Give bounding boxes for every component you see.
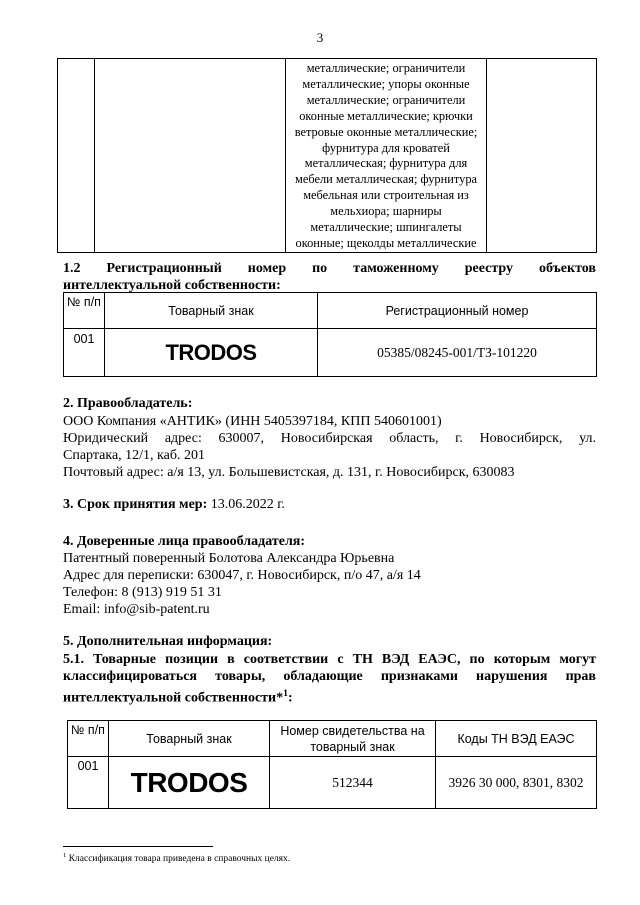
section-5-title: 5. Дополнительная информация: [63, 634, 273, 649]
goods-line: металлическая; фурнитура для [304, 156, 468, 171]
goods-line: мебели металлическая; фурнитура [294, 172, 478, 187]
section-4-title: 4. Доверенные лица правообладателя: [63, 534, 306, 549]
rightholder-name: ООО Компания «АНТИК» (ИНН 5405397184, КПП 540601001) [63, 414, 442, 429]
trodos-logo: TRODOS [165, 339, 257, 365]
goods-line: металлические; ограничители [306, 92, 466, 107]
section-3-value: 13.06.2022 г. [207, 497, 285, 512]
header-mark-2: Товарный знак [109, 721, 270, 757]
goods-line: металлические; упоры оконные [302, 76, 470, 91]
header-cert: Номер свидетельства на товарный знак [270, 721, 436, 757]
goods-line: ветровые оконные металлические; [294, 124, 478, 139]
section-2-body [63, 413, 596, 481]
header-codes: Коды ТН ВЭД ЕАЭС [436, 721, 597, 757]
section-2-title: 2. Правообладатель: [63, 396, 193, 411]
section-1-2-line2: интеллектуальной собственности: [63, 278, 281, 293]
section-5-1-line3: интеллектуальной собственности*$^1$: [63, 688, 293, 706]
reg-number-cell: 05385/08245-001/ТЗ-101220 [318, 329, 597, 377]
section-5-1 [63, 651, 596, 707]
registration-table [63, 292, 597, 377]
section-3-label: 3. Срок принятия мер: [63, 497, 208, 512]
trademark-cell [105, 329, 318, 377]
section-1-2-line1: 1.2 Регистрационный номер по таможенному реестру объектов [63, 261, 596, 276]
attorney-address: Адрес для переписки: 630047, г. Новосибирск, п/о 47, а/я 14 [63, 568, 421, 583]
header-reg: Регистрационный номер [318, 293, 597, 329]
goods-line: мебельная или строительная из [303, 188, 469, 203]
footnote-divider [63, 846, 213, 847]
legal-address-line1: Юридический адрес: 630007, Новосибирская область, г. Новосибирск, ул. [63, 431, 596, 446]
trademark-cell-2 [109, 757, 270, 809]
continuation-table [57, 58, 597, 253]
goods-line: оконные; щеколды металлические [295, 235, 477, 250]
cert-number-cell: 512344 [270, 757, 436, 809]
footnote-ref: 1 [283, 688, 289, 699]
postal-address: Почтовый адрес: а/я 13, ул. Большевистская, д. 131, г. Новосибирск, 630083 [63, 465, 515, 480]
goods-line: металлические; шпингалеты [310, 220, 462, 235]
goods-line: металлические; ограничители [306, 61, 466, 75]
goods-list-cell [286, 59, 487, 253]
attorney-name: Патентный поверенный Болотова Александра Юрьевна [63, 551, 395, 566]
hs-codes-cell: 3926 30 000, 8301, 8302 [436, 757, 597, 809]
goods-line: оконные металлические; крючки [299, 108, 473, 123]
row-num-2: 001 [68, 757, 109, 809]
section-4-body [63, 550, 596, 618]
row-num: 001 [64, 329, 105, 377]
attorney-email: Email: info@sib-patent.ru [63, 602, 210, 617]
legal-address-line2: Спартака, 12/1, каб. 201 [63, 448, 205, 463]
goods-line: мельхиора; шарниры [330, 204, 442, 219]
header-num: № п/п [64, 293, 105, 329]
hs-codes-table [67, 720, 597, 809]
attorney-phone: Телефон: 8 (913) 919 51 31 [63, 585, 222, 600]
num-cell-empty [58, 59, 95, 253]
section-3 [63, 496, 596, 513]
page-number: 3 [316, 30, 324, 45]
header-mark: Товарный знак [105, 293, 318, 329]
goods-line: фурнитура для кроватей [322, 140, 450, 155]
header-num-2: № п/п [68, 721, 109, 757]
extra-cell-empty [487, 59, 597, 253]
section-5-1-line2: классифицироваться товары, обладающие признаками нарушения прав [63, 669, 596, 684]
mark-cell-empty [95, 59, 286, 253]
footnote: $^1$ Классификация товара приведена в справочных целях. [63, 852, 291, 865]
goods-lines [288, 61, 484, 252]
section-5-1-line1: 5.1. Товарные позиции в соответствии с ТН ВЭД ЕАЭС, по которым могут [63, 652, 596, 667]
section-1-2-heading [63, 260, 596, 294]
trodos-logo-2: TRODOS [130, 766, 248, 798]
